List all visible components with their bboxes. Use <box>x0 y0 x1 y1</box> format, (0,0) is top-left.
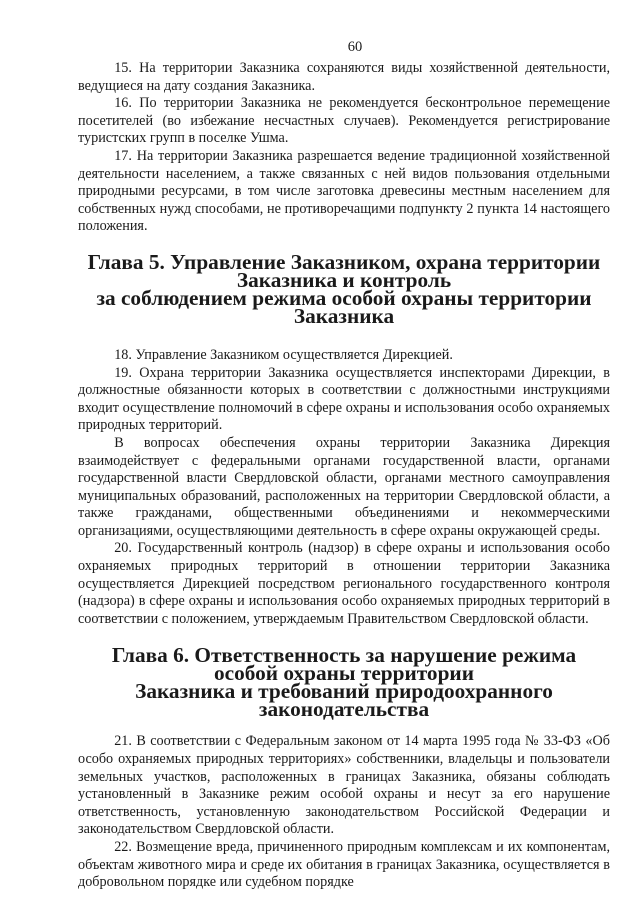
paragraph-16: 16. По территории Заказника не рекомендуется бесконтрольное перемещение посетителей (во избежание несчастных случаев). Рекомендуется регистрирование туристских групп в поселке Ушма. <box>78 95 610 147</box>
paragraph-20: 20. Государственный контроль (надзор) в сфере охраны и использования особо охраняемых природных территорий в отношении территории Заказника осуществляется Дирекцией посредством регионального государственного контроля (надзора) в сфере охраны и использования особо охраняемых природных территорий в соответствии с положением, утверждаемым Правительством Свердловской области. <box>78 540 610 627</box>
paragraph-19: 19. Охрана территории Заказника осуществляется инспекторами Дирекции, в должностные обязанности которых в соответствии с должностными инструкциями входит осуществление полномочий в сфере охраны и использования особо охраняемых природных территорий. <box>78 364 610 434</box>
section-general-provisions-tail <box>78 60 610 236</box>
paragraph-18: 18. Управление Заказником осуществляется Дирекцией. <box>114 346 453 363</box>
chapter-6-heading-line-1: Глава 6. Ответственность за нарушение режима особой охраны территории <box>111 643 577 686</box>
section-chapter-6 <box>78 733 610 891</box>
chapter-6-heading-line-2: Заказника и требований природоохранного законодательства <box>135 679 553 722</box>
chapter-5-heading <box>78 249 610 328</box>
chapter-5-heading-line-2: за соблюдением режима особой охраны территории Заказника <box>96 285 592 328</box>
section-chapter-5 <box>78 347 610 629</box>
paragraph-22: 22. Возмещение вреда, причиненного природным комплексам и их компонентам, объектам животного мира и среде их обитания в границах Заказника, осуществляется в добровольном порядке или судебном порядке <box>78 839 610 891</box>
page-number: 60 <box>347 39 363 55</box>
paragraph-17: 17. На территории Заказника разрешается ведение традиционной хозяйственной деятельности населением, а также связанных с ней видов пользования отдельными природными ресурсами, в том числе заготовка древесины местным населением для собственных нужд способами, не противоречащими подпункту 2 пункта 14 настоящего положения. <box>78 147 610 235</box>
chapter-5-heading-line-1: Глава 5. Управление Заказником, охрана территории Заказника и контроль <box>87 249 601 292</box>
paragraph-15: 15. На территории Заказника сохраняются виды хозяйственной деятельности, ведущиеся на дату создания Заказника. <box>78 60 610 94</box>
paragraph-21: 21. В соответствии с Федеральным законом от 14 марта 1995 года № 33-ФЗ «Об особо охраняемых природных территориях» собственники, владельцы и пользователи земельных участков, расположенных в границах Заказника, обязаны соблюдать установленный в Заказнике режим особой охраны и несут за его нарушение ответственность, установленную законодательством Российской Федерации и законодательством Свердловской области. <box>78 733 610 838</box>
chapter-6-heading <box>78 643 610 722</box>
paragraph-19-cooperation: В вопросах обеспечения охраны территории Заказника Дирекция взаимодействует с федеральными органами государственной власти, органами государственной власти Свердловской области, органами местного самоуправления муниципальных образований, расположенных на территории Свердловской области, а также гражданами, общественными объединениями и некоммерческими организациями, осуществляющими деятельность в сфере охраны окружающей среды. <box>78 434 610 539</box>
